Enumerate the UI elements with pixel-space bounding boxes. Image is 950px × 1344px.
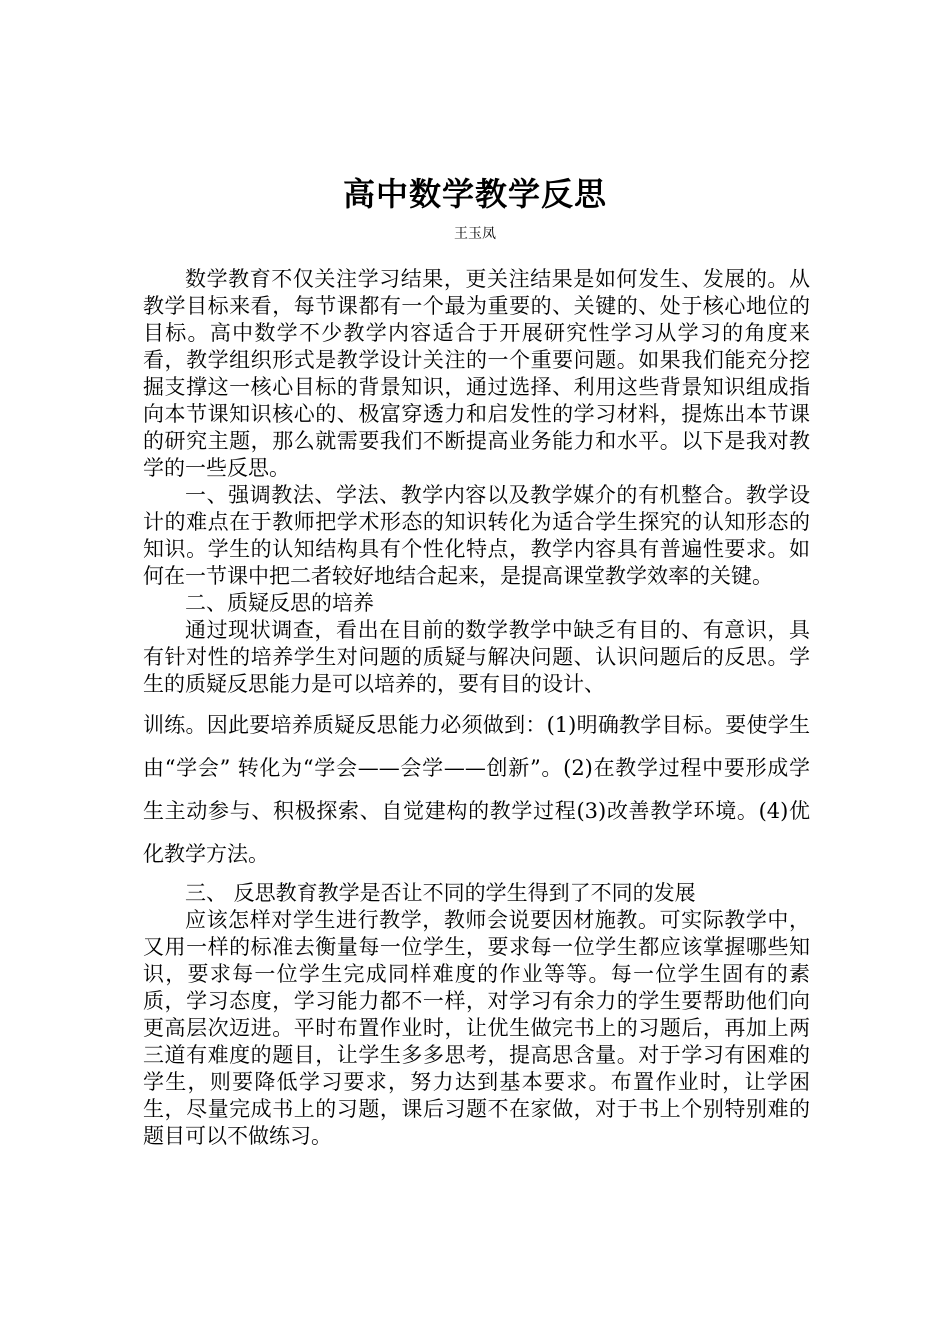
paragraph-section-three: 应该怎样对学生进行教学，教师会说要因材施教。可实际教学中，又用一样的标准去衡量每一位学生，要求每一位学生都应该掌握哪些知识，要求每一位学生完成同样难度的作业等等。每一位学生固有的素质，学习态度，学习能力都不一样，对学习有余力的学生要帮助他们向更高层次迈进。平时布置作业时，让优生做完书上的习题后，再加上两三道有难度的题目，让学生多多思考，提高思含量。对于学习有困难的学生，则要降低学习要求，努力达到基本要求。布置作业时，让学困生，尽量完成书上的习题，课后习题不在家做，对于书上个别特别难的题目可以不做练习。: [143, 908, 810, 1148]
document-title: 高中数学教学反思: [342, 175, 607, 213]
paragraph-section-two: 通过现状调查，看出在目前的数学教学中缺乏有目的、有意识，具有针对性的培养学生对问题的质疑与解决问题、认识问题后的反思。学生的质疑反思能力是可以培养的，要有目的设计、: [143, 618, 810, 696]
document-author: 王玉凤: [454, 226, 496, 242]
paragraph-section-one: 一、强调教法、学法、教学内容以及教学媒介的有机整合。教学设计的难点在于教师把学术形态的知识转化为适合学生探究的认知形态的知识。学生的认知结构具有个性化特点，教学内容具有普遍性要求。如何在一节课中把二者较好地结合起来，是提高课堂教学效率的关键。: [143, 483, 810, 588]
paragraph-section-two-list: 训练。因此要培养质疑反思能力必须做到：(1)明确教学目标。要使学生由“学会” 转化为“学会——会学——创新”。(2)在教学过程中要形成学生主动参与、积极探索、自觉建构的教学过程(3)改善教学环境。(4)优化教学方法。: [143, 713, 810, 866]
section-heading-three: 三、 反思教育教学是否让不同的学生得到了不同的发展: [185, 881, 696, 905]
paragraph-intro: 数学教育不仅关注学习结果，更关注结果是如何发生、发展的。从教学目标来看，每节课都有一个最为重要的、关键的、处于核心地位的目标。高中数学不少教学内容适合于开展研究性学习从学习的角度来看，教学组织形式是教学设计关注的一个重要问题。如果我们能充分挖掘支撑这一核心目标的背景知识，通过选择、利用这些背景知识组成指向本节课知识核心的、极富穿透力和启发性的学习材料，提炼出本节课的研究主题，那么就需要我们不断提高业务能力和水平。以下是我对教学的一些反思。: [143, 267, 810, 480]
section-heading-two: 二、质疑反思的培养: [185, 591, 374, 615]
document-body: [143, 266, 810, 1150]
